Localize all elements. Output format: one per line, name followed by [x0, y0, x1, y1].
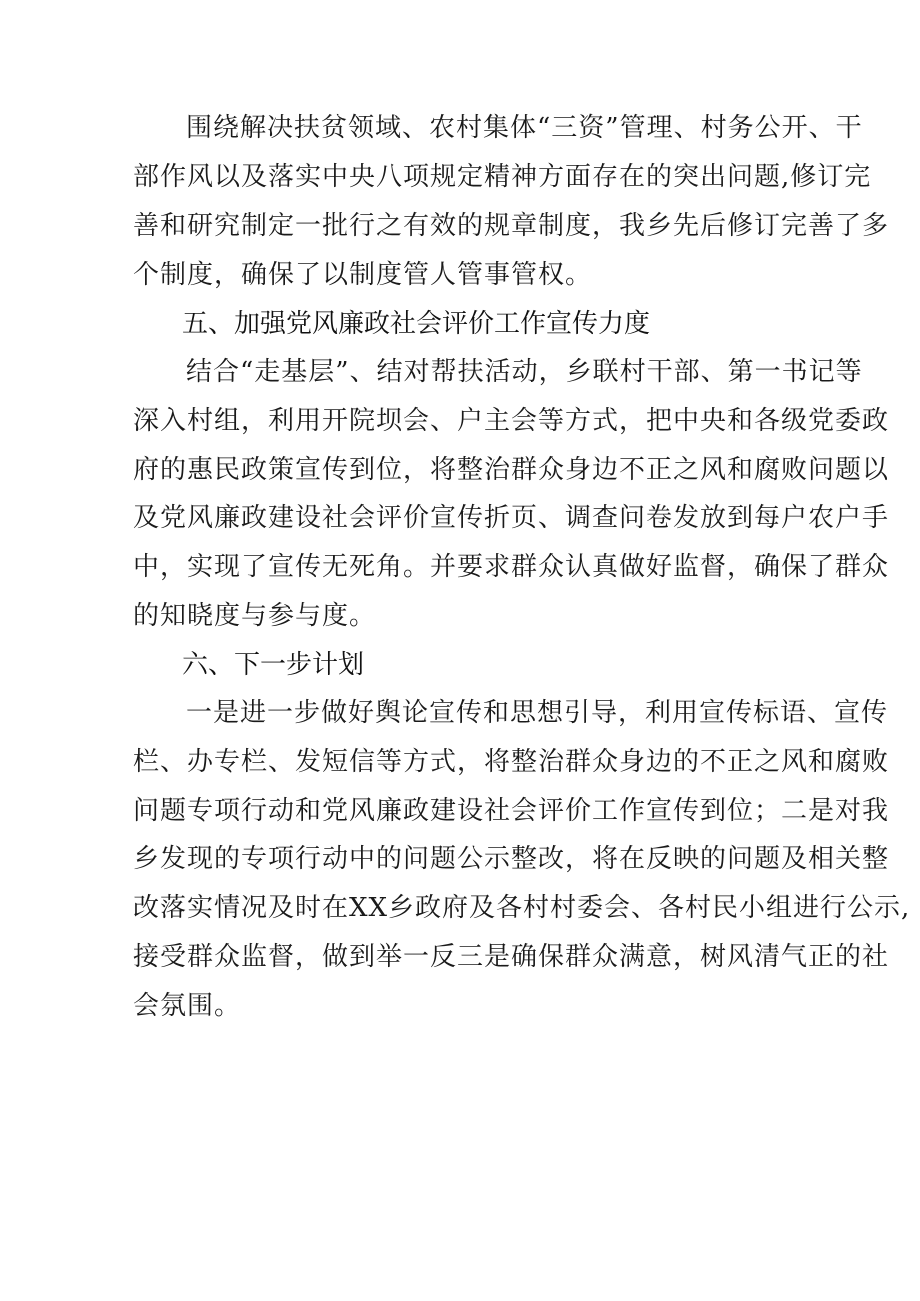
paragraph-2-line-5: 中，实现了宣传无死角。并要求群众认真做好监督，确保了群众	[133, 552, 890, 582]
paragraph-1-line-1: 围绕解决扶贫领域、农村集体“三资”管理、村务公开、干	[186, 113, 863, 143]
paragraph-1-line-3: 善和研究制定一批行之有效的规章制度，我乡先后修订完善了多	[133, 211, 890, 241]
paragraph-2-line-1: 结合“走基层”、结对帮扶活动，乡联村干部、第一书记等	[186, 357, 863, 387]
paragraph-3-line-6: 接受群众监督，做到举一反三是确保群众满意，树风清气正的社	[133, 942, 890, 972]
paragraph-1-line-4: 个制度，确保了以制度管人管事管权。	[133, 260, 593, 290]
paragraph-1-line-2: 部作风以及落实中央八项规定精神方面存在的突出问题,修订完	[133, 162, 872, 192]
section-heading-5: 五、加强党风廉政社会评价工作宣传力度	[182, 309, 651, 339]
paragraph-3-line-1: 一是进一步做好舆论宣传和思想引导，利用宣传标语、宣传	[186, 698, 889, 728]
paragraph-2-line-4: 及党风廉政建设社会评价宣传折页、调查问卷发放到每户农户手	[133, 503, 890, 533]
paragraph-3-line-4: 乡发现的专项行动中的问题公示整改，将在反映的问题及相关整	[133, 844, 890, 874]
paragraph-3-line-5: 改落实情况及时在XX乡政府及各村村委会、各村民小组进行公示,	[133, 893, 911, 923]
paragraph-2-line-6: 的知晓度与参与度。	[133, 601, 377, 631]
paragraph-2-line-2: 深入村组，利用开院坝会、户主会等方式，把中央和各级党委政	[133, 406, 890, 436]
paragraph-2-line-3: 府的惠民政策宣传到位，将整治群众身边不正之风和腐败问题以	[133, 455, 890, 485]
paragraph-3-line-2: 栏、办专栏、发短信等方式，将整治群众身边的不正之风和腐败	[133, 747, 890, 777]
section-heading-6: 六、下一步计划	[182, 650, 365, 680]
paragraph-3-line-3: 问题专项行动和党风廉政建设社会评价工作宣传到位；二是对我	[133, 796, 890, 826]
paragraph-3-line-7: 会氛围。	[133, 991, 242, 1021]
